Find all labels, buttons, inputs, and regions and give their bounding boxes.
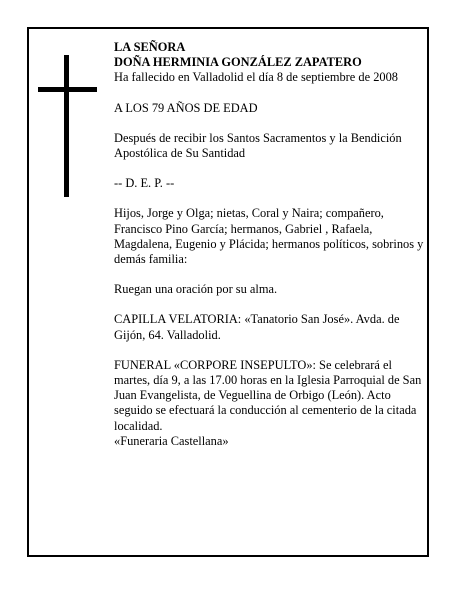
- death-notice: Ha fallecido en Valladolid el día 8 de septiembre de 2008: [114, 70, 398, 85]
- funeral-line: FUNERAL «CORPORE INSEPULTO»: Se celebrará el martes, día 9, a las 17.00 horas en la Iglesia Parroquial de San Juan Evangelista, de Veguellina de Orbigo (León). Acto seguido se efectuará la conducción al cementerio de la citada localidad.: [114, 357, 422, 433]
- family-line: Hijos, Jorge y Olga; nietas, Coral y Naira; compañero, Francisco Pino García; hermanos, Gabriel , Rafaela, Magdalena, Eugenio y Plácida; hermanos políticos, sobrinos y demás familia:: [114, 206, 424, 267]
- cross-vertical-bar: [64, 55, 69, 197]
- age-line: A LOS 79 AÑOS DE EDAD: [114, 100, 258, 115]
- prayer-line: Ruegan una oración por su alma.: [114, 282, 278, 297]
- chapel-line: CAPILLA VELATORIA: «Tanatorio San José». Avda. de Gijón, 64. Valladolid.: [114, 312, 400, 342]
- cross-horizontal-bar: [38, 87, 97, 92]
- deceased-name: DOÑA HERMINIA GONZÁLEZ ZAPATERO: [114, 55, 362, 70]
- rip-line: -- D. E. P. --: [114, 176, 175, 191]
- funeral-home-line: «Funeraria Castellana»: [114, 433, 229, 448]
- obituary-text: [114, 40, 426, 449]
- sacraments-line: Después de recibir los Santos Sacramentos y la Bendición Apostólica de Su Santidad: [114, 130, 402, 161]
- header-title: LA SEÑORA: [114, 40, 186, 54]
